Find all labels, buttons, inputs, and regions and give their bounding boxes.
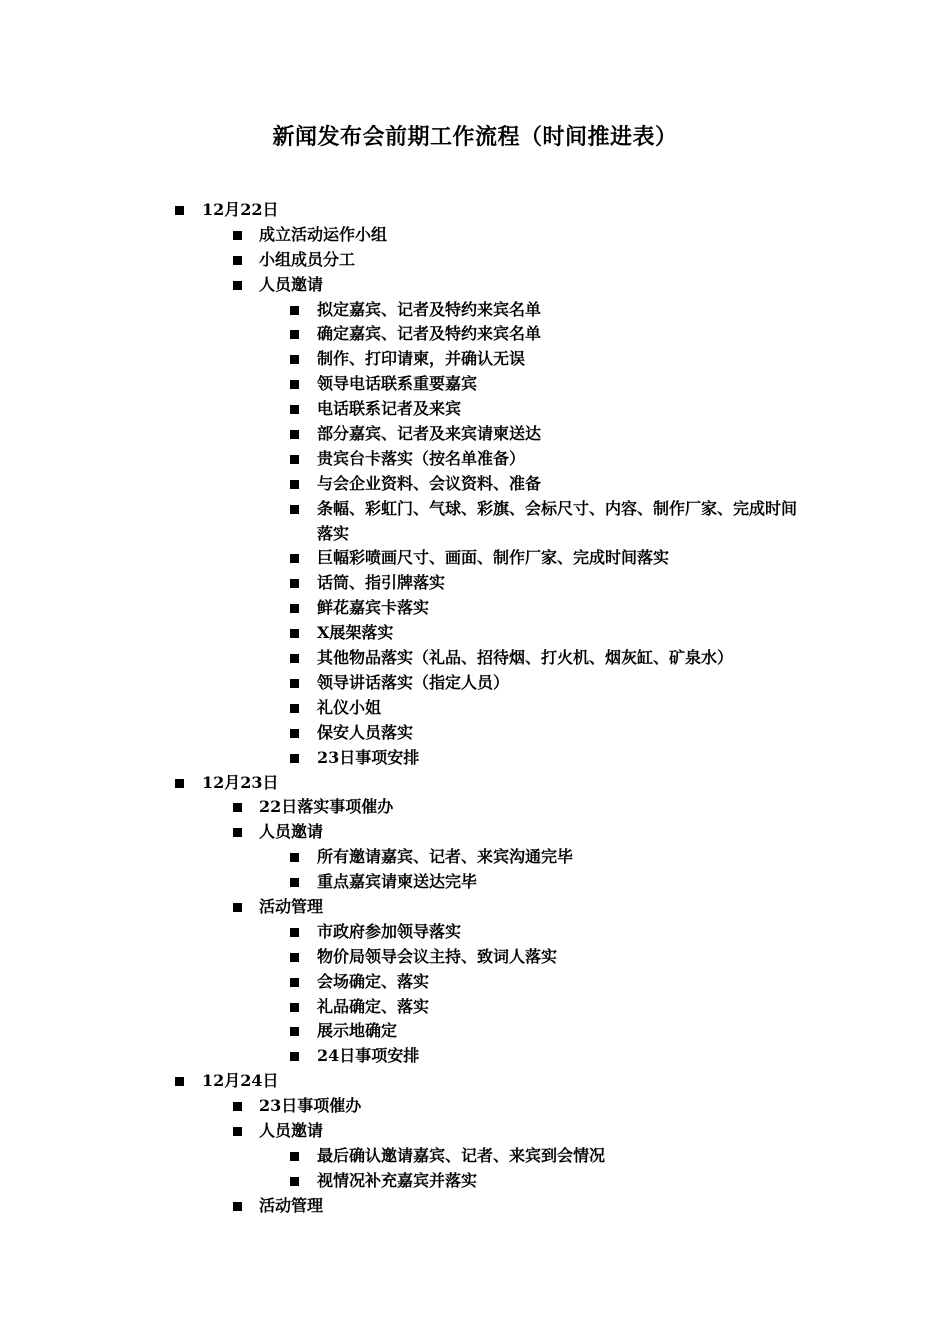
- item-text: 活动管理: [259, 1195, 324, 1215]
- date-heading: [0, 1069, 950, 1094]
- square-bullet-icon: [233, 803, 242, 812]
- task-item: [0, 1094, 950, 1119]
- square-bullet-icon: [290, 455, 299, 464]
- item-text: 人员邀请: [259, 822, 324, 842]
- square-bullet-icon: [290, 554, 299, 563]
- subtask-item: [0, 621, 950, 646]
- item-text: 条幅、彩虹门、气球、彩旗、会标尺寸、内容、制作厂家、完成时间落实: [317, 498, 798, 543]
- item-text: 展示地确定: [317, 1021, 398, 1041]
- square-bullet-icon: [233, 828, 242, 837]
- item-text: 鲜花嘉宾卡落实: [317, 598, 430, 618]
- square-bullet-icon: [290, 330, 299, 339]
- subtask-item: [0, 746, 950, 771]
- subtask-item: [0, 372, 950, 397]
- subtask-item: [0, 596, 950, 621]
- square-bullet-icon: [290, 480, 299, 489]
- item-text: 保安人员落实: [317, 722, 414, 742]
- subtask-item: [0, 447, 950, 472]
- square-bullet-icon: [290, 729, 299, 738]
- square-bullet-icon: [290, 505, 299, 514]
- subtask-item: [0, 422, 950, 447]
- square-bullet-icon: [290, 1052, 299, 1061]
- square-bullet-icon: [290, 1003, 299, 1012]
- item-text: 23日事项催办: [259, 1096, 362, 1116]
- item-text: 小组成员分工: [259, 249, 356, 269]
- square-bullet-icon: [175, 779, 184, 788]
- square-bullet-icon: [290, 1027, 299, 1036]
- item-text: 24日事项安排: [317, 1046, 420, 1066]
- subtask-item: [0, 671, 950, 696]
- square-bullet-icon: [290, 306, 299, 315]
- task-item: [0, 1194, 950, 1219]
- square-bullet-icon: [290, 704, 299, 713]
- item-text: 领导电话联系重要嘉宾: [317, 374, 478, 394]
- subtask-item: [0, 347, 950, 372]
- square-bullet-icon: [290, 1152, 299, 1161]
- task-item: [0, 248, 950, 273]
- square-bullet-icon: [233, 281, 242, 290]
- square-bullet-icon: [175, 206, 184, 215]
- item-text: 重点嘉宾请柬送达完毕: [317, 872, 478, 892]
- item-text: 活动管理: [259, 896, 324, 916]
- square-bullet-icon: [290, 604, 299, 613]
- item-text: 物价局领导会议主持、致词人落实: [317, 946, 558, 966]
- subtask-item: [0, 298, 950, 323]
- subtask-item: [0, 571, 950, 596]
- item-text: 22日落实事项催办: [259, 797, 394, 817]
- item-text: 话筒、指引牌落实: [317, 573, 446, 593]
- square-bullet-icon: [233, 1202, 242, 1211]
- task-item: [0, 223, 950, 248]
- subtask-item: [0, 870, 950, 895]
- item-text: X展架落实: [317, 623, 394, 643]
- subtask-item: [0, 1019, 950, 1044]
- subtask-item: [0, 1169, 950, 1194]
- subtask-item: [0, 721, 950, 746]
- subtask-item: [0, 995, 950, 1020]
- square-bullet-icon: [290, 405, 299, 414]
- item-text: 部分嘉宾、记者及来宾请柬送达: [317, 424, 542, 444]
- item-text: 制作、打印请柬，并确认无误: [317, 349, 526, 369]
- subtask-item: [0, 845, 950, 870]
- item-text: 12月23日: [202, 772, 279, 792]
- square-bullet-icon: [233, 1127, 242, 1136]
- square-bullet-icon: [290, 953, 299, 962]
- item-text: 23日事项安排: [317, 747, 420, 767]
- square-bullet-icon: [290, 978, 299, 987]
- subtask-item: [0, 497, 950, 547]
- item-text: 市政府参加领导落实: [317, 921, 462, 941]
- square-bullet-icon: [290, 380, 299, 389]
- square-bullet-icon: [290, 928, 299, 937]
- square-bullet-icon: [233, 1102, 242, 1111]
- subtask-item: [0, 546, 950, 571]
- square-bullet-icon: [233, 256, 242, 265]
- item-text: 会场确定、落实: [317, 971, 430, 991]
- square-bullet-icon: [290, 754, 299, 763]
- square-bullet-icon: [290, 878, 299, 887]
- subtask-item: [0, 472, 950, 497]
- item-text: 12月22日: [202, 200, 279, 219]
- task-item: [0, 895, 950, 920]
- subtask-item: [0, 696, 950, 721]
- square-bullet-icon: [290, 629, 299, 638]
- item-text: 巨幅彩喷画尺寸、画面、制作厂家、完成时间落实: [317, 548, 670, 568]
- item-text: 礼品确定、落实: [317, 996, 430, 1016]
- square-bullet-icon: [233, 903, 242, 912]
- date-heading: [0, 198, 950, 223]
- square-bullet-icon: [290, 1177, 299, 1186]
- square-bullet-icon: [233, 231, 242, 240]
- subtask-item: [0, 646, 950, 671]
- square-bullet-icon: [175, 1077, 184, 1086]
- item-text: 人员邀请: [259, 274, 324, 294]
- document-title: 新闻发布会前期工作流程（时间推进表）: [272, 124, 678, 150]
- square-bullet-icon: [290, 579, 299, 588]
- subtask-item: [0, 945, 950, 970]
- subtask-item: [0, 322, 950, 347]
- item-text: 电话联系记者及来宾: [317, 399, 462, 419]
- subtask-item: [0, 1044, 950, 1069]
- subtask-item: [0, 920, 950, 945]
- item-text: 成立活动运作小组: [259, 224, 388, 244]
- item-text: 礼仪小姐: [317, 697, 382, 717]
- task-item: [0, 1119, 950, 1144]
- item-text: 视情况补充嘉宾并落实: [317, 1170, 478, 1190]
- item-text: 与会企业资料、会议资料、准备: [317, 473, 542, 493]
- subtask-item: [0, 970, 950, 995]
- square-bullet-icon: [290, 679, 299, 688]
- subtask-item: [0, 1144, 950, 1169]
- item-text: 确定嘉宾、记者及特约来宾名单: [317, 324, 542, 344]
- item-text: 贵宾台卡落实（按名单准备）: [317, 448, 526, 468]
- item-text: 所有邀请嘉宾、记者、来宾沟通完毕: [317, 847, 574, 867]
- item-text: 12月24日: [202, 1071, 279, 1091]
- item-text: 人员邀请: [259, 1120, 324, 1140]
- date-heading: [0, 771, 950, 796]
- square-bullet-icon: [290, 355, 299, 364]
- square-bullet-icon: [290, 853, 299, 862]
- task-item: [0, 820, 950, 845]
- item-text: 领导讲话落实（指定人员）: [317, 672, 510, 692]
- item-text: 最后确认邀请嘉宾、记者、来宾到会情况: [317, 1145, 606, 1165]
- square-bullet-icon: [290, 654, 299, 663]
- task-item: [0, 795, 950, 820]
- schedule-outline: [0, 198, 950, 1219]
- task-item: [0, 273, 950, 298]
- square-bullet-icon: [290, 430, 299, 439]
- item-text: 其他物品落实（礼品、招待烟、打火机、烟灰缸、矿泉水）: [317, 648, 734, 668]
- subtask-item: [0, 397, 950, 422]
- item-text: 拟定嘉宾、记者及特约来宾名单: [317, 299, 542, 319]
